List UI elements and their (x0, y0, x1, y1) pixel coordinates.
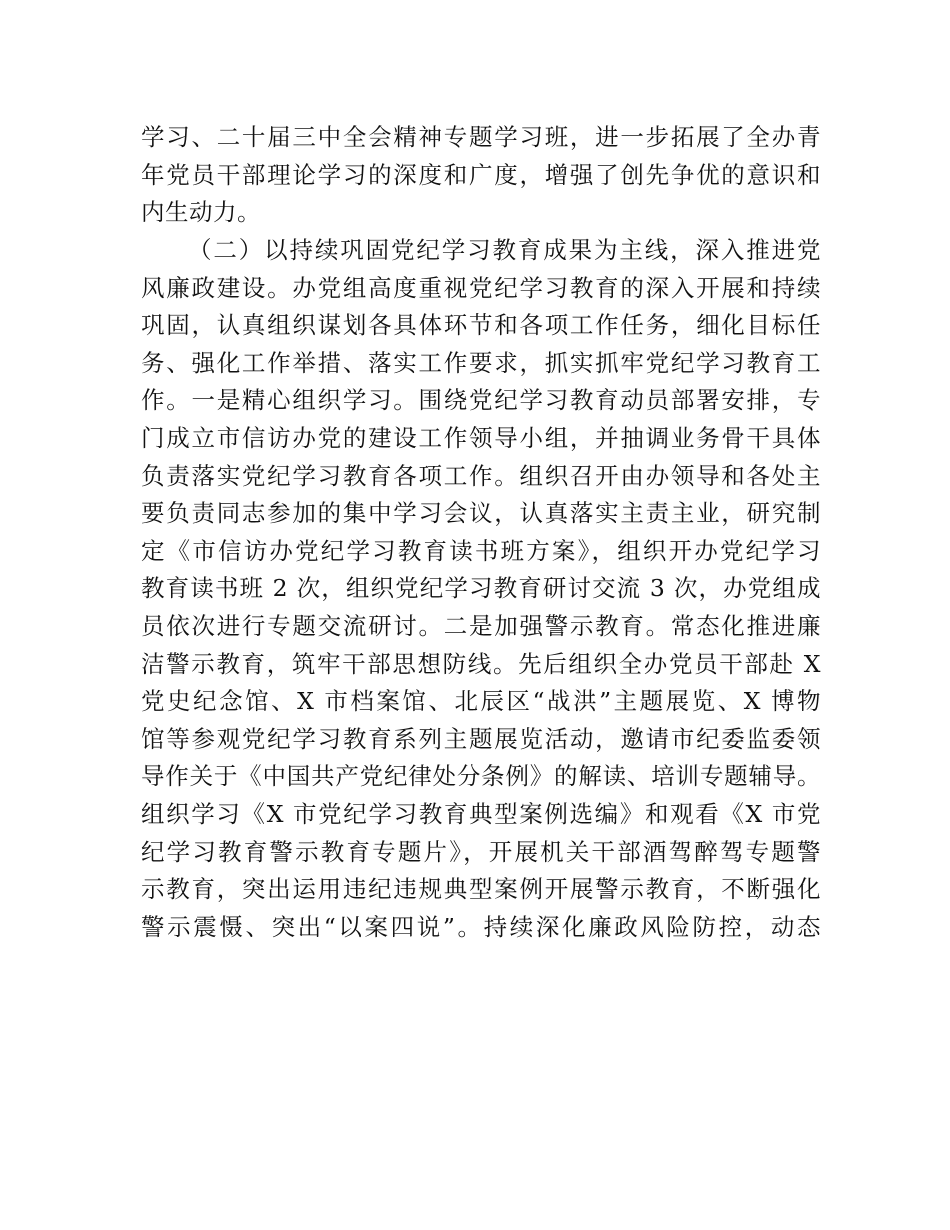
paragraph-line: 员依次进行专题交流研讨。二是加强警示教育。常态化推进廉 (141, 611, 821, 640)
paragraph-line: 负责落实党纪学习教育各项工作。组织召开由办领导和各处主 (141, 461, 821, 490)
paragraph-line: 示教育，突出运用违纪违规典型案例开展警示教育，不断强化 (141, 875, 821, 904)
paragraph-line: 洁警示教育，筑牢干部思想防线。先后组织全办党员干部赴 X (141, 649, 821, 678)
paragraph-line: 门成立市信访办党的建设工作领导小组，并抽调业务骨干具体 (141, 423, 821, 452)
paragraph-line: 学习、二十届三中全会精神专题学习班，进一步拓展了全办青 (141, 123, 821, 151)
paragraph-line: 馆等参观党纪学习教育系列主题展览活动，邀请市纪委监委领 (141, 724, 821, 753)
paragraph-line: 要负责同志参加的集中学习会议，认真落实主责主业，研究制 (141, 499, 821, 528)
paragraph-line: 年党员干部理论学习的深度和广度，增强了创先争优的意识和 (141, 160, 821, 189)
paragraph-line: 警示震慑、突出“以案四说”。持续深化廉政风险防控，动态 (141, 912, 821, 941)
paragraph-line: 组织学习《X 市党纪学习教育典型案例选编》和观看《X 市党 (141, 799, 821, 828)
paragraph-1 (141, 119, 821, 232)
paragraph-line: 纪学习教育警示教育专题片》，开展机关干部酒驾醉驾专题警 (141, 837, 821, 866)
paragraph-line: 定《市信访办党纪学习教育读书班方案》，组织开办党纪学习 (141, 536, 821, 565)
paragraph-2 (141, 232, 821, 946)
paragraph-line: 作。一是精心组织学习。围绕党纪学习教育动员部署安排，专 (141, 386, 821, 415)
paragraph-line: 巩固，认真组织谋划各具体环节和各项工作任务，细化目标任 (141, 311, 821, 340)
paragraph-line: 风廉政建设。办党组高度重视党纪学习教育的深入开展和持续 (141, 273, 821, 302)
paragraph-line: 党史纪念馆、X 市档案馆、北辰区“战洪”主题展览、X 博物 (141, 687, 821, 716)
paragraph-line: 导作关于《中国共产党纪律处分条例》的解读、培训专题辅导。 (141, 762, 821, 791)
paragraph-line: 教育读书班 2 次，组织党纪学习教育研讨交流 3 次，办党组成 (141, 574, 821, 603)
paragraph-line: （二）以持续巩固党纪学习教育成果为主线，深入推进党 (188, 236, 821, 264)
paragraph-line: 务、强化工作举措、落实工作要求，抓实抓牢党纪学习教育工 (141, 348, 821, 377)
paragraph-line: 内生动力。 (141, 198, 261, 227)
